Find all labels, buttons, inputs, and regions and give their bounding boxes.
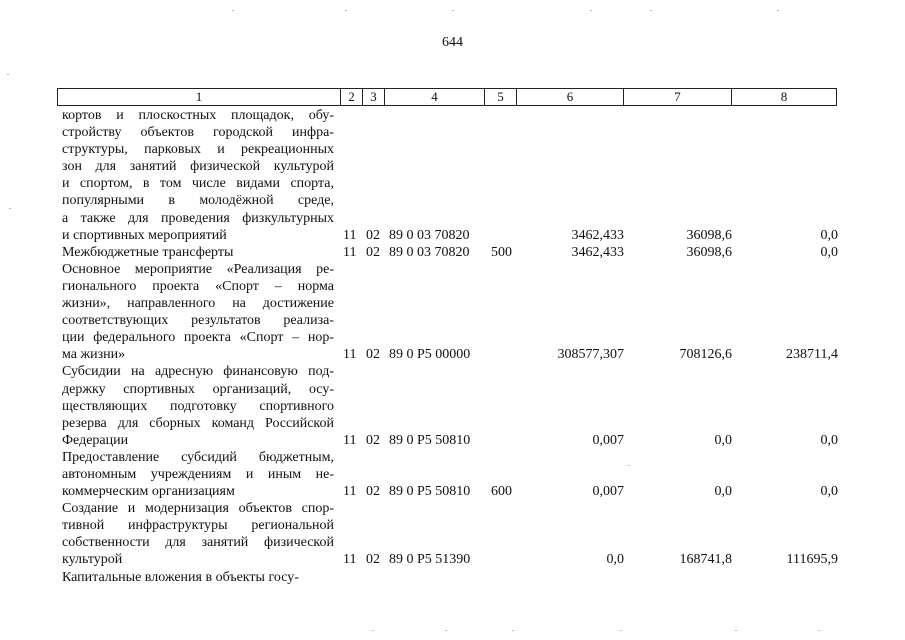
description-line: и спортом, в том числе видами спорта, (62, 176, 334, 192)
description-line: гионального проекта «Спорт – норма (62, 278, 334, 294)
table-body (0, 107, 905, 586)
description-line: держку спортивных организаций, осу- (62, 381, 334, 397)
description-line: а также для проведения физкультурных (62, 210, 334, 226)
table-row (0, 261, 905, 364)
amount-col-7: 708126,6 (679, 347, 732, 363)
subsection-code: 02 (366, 432, 380, 448)
column-header-table (57, 88, 837, 106)
target-article-code: 89 0 P5 50810 (389, 432, 471, 448)
amount-col-7: 36098,6 (686, 244, 732, 260)
amount-col-7: 0,0 (714, 432, 732, 448)
description-line: кортов и плоскостных площадок, обу- (62, 108, 334, 123)
description-line: автономным учреждениям и иным не- (62, 466, 334, 482)
subsection-code: 02 (366, 227, 380, 243)
column-header: 6 (517, 89, 624, 106)
description-line: Предоставление субсидий бюджетным, (62, 449, 334, 465)
amount-col-8: 0,0 (820, 484, 838, 500)
description-line: структуры, парковых и рекреационных (62, 142, 334, 158)
description-line: и спортивных мероприятий (62, 227, 227, 243)
row-description (62, 363, 334, 448)
target-article-code: 89 0 03 70820 (389, 244, 470, 260)
description-line: популярными в молодёжной среде, (62, 193, 334, 209)
description-line: ции федерального проекта «Спорт – нор- (62, 330, 334, 346)
row-description (62, 261, 334, 364)
amount-col-6: 3462,433 (571, 244, 624, 260)
subsection-code: 02 (366, 484, 380, 500)
row-description (62, 569, 334, 586)
description-line: тивной инфраструктуры региональной (62, 518, 334, 534)
target-article-code: 89 0 P5 51390 (389, 552, 471, 568)
table-row (0, 569, 905, 586)
amount-col-8: 0,0 (820, 432, 838, 448)
page-number: 644 (442, 35, 463, 50)
row-description (62, 500, 334, 568)
target-article-code: 89 0 P5 00000 (389, 347, 471, 363)
amount-col-7: 168741,8 (679, 552, 732, 568)
amount-col-8: 111695,9 (786, 552, 838, 568)
section-code: 11 (343, 347, 357, 363)
column-header: 5 (485, 89, 517, 106)
description-line: коммерческим организациям (62, 484, 235, 500)
description-line: Основное мероприятие «Реализация ре- (62, 261, 334, 277)
description-line: ществляющих подготовку спортивного (62, 398, 334, 414)
description-line: Капитальные вложения в объекты госу- (62, 569, 299, 585)
section-code: 11 (343, 244, 357, 260)
amount-col-7: 36098,6 (686, 227, 732, 243)
column-header: 7 (624, 89, 732, 106)
column-header-row (58, 89, 837, 106)
table-row (0, 244, 905, 261)
description-line: резерва для сборных команд Российской (62, 415, 334, 431)
description-line: Создание и модернизация объектов спор- (62, 501, 334, 517)
section-code: 11 (343, 552, 357, 568)
description-line: культурой (62, 552, 123, 568)
subsection-code: 02 (366, 244, 380, 260)
column-header: 3 (363, 89, 385, 106)
column-header: 1 (58, 89, 341, 106)
column-header: 8 (732, 89, 837, 106)
amount-col-6: 308577,307 (557, 347, 624, 363)
description-line: соответствующих результатов реализа- (62, 313, 334, 329)
target-article-code: 89 0 P5 50810 (389, 484, 471, 500)
table-row (0, 500, 905, 568)
description-line: стройству объектов городской инфра- (62, 125, 334, 141)
expense-type-code: 600 (491, 484, 512, 500)
amount-col-6: 0,0 (606, 552, 624, 568)
section-code: 11 (343, 432, 357, 448)
description-line: собственности для занятий физической (62, 535, 334, 551)
table-row (0, 107, 905, 244)
description-line: ма жизни» (62, 347, 126, 363)
section-code: 11 (343, 227, 357, 243)
expense-type-code: 500 (491, 244, 512, 260)
description-line: зон для занятий физической культурой (62, 159, 334, 175)
amount-col-8: 0,0 (820, 227, 838, 243)
description-line: Межбюджетные трансферты (62, 244, 234, 260)
column-header: 4 (385, 89, 485, 106)
row-description (62, 107, 334, 244)
subsection-code: 02 (366, 552, 380, 568)
description-line: Федерации (62, 432, 129, 448)
row-description (62, 449, 334, 500)
row-description (62, 244, 334, 261)
target-article-code: 89 0 03 70820 (389, 227, 470, 243)
table-row (0, 449, 905, 500)
column-header: 2 (341, 89, 363, 106)
table-row (0, 363, 905, 448)
amount-col-6: 0,007 (592, 484, 624, 500)
section-code: 11 (343, 484, 357, 500)
amount-col-8: 0,0 (820, 244, 838, 260)
description-line: жизни», направленного на достижение (62, 296, 334, 312)
amount-col-6: 0,007 (592, 432, 624, 448)
description-line: Субсидии на адресную финансовую под- (62, 364, 334, 380)
amount-col-7: 0,0 (714, 484, 732, 500)
subsection-code: 02 (366, 347, 380, 363)
amount-col-8: 238711,4 (786, 347, 838, 363)
amount-col-6: 3462,433 (571, 227, 624, 243)
